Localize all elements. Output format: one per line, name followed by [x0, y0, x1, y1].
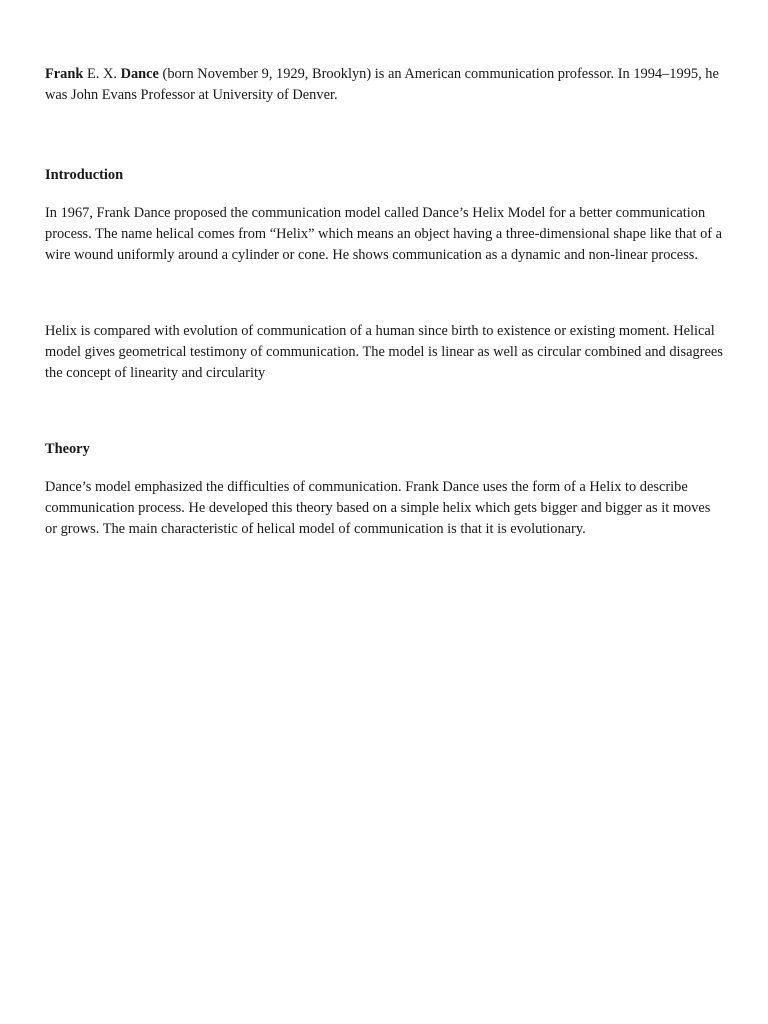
bio-last-name: Dance: [120, 66, 159, 82]
introduction-heading: Introduction: [45, 167, 124, 183]
bio-middle-initials: E. X.: [83, 66, 121, 82]
introduction-paragraph-2: Helix is compared with evolution of communication of a human since birth to existence or existing moment. Helical model gives geometrical testimony of communication. The model is linear as well as circular combined and disagrees the concept of linearity and circularity: [45, 323, 723, 381]
introduction-paragraph-1: In 1967, Frank Dance proposed the communication model called Dance’s Helix Model for a better communication process. The name helical comes from “Helix” which means an object having a three-dimensional shape like that of a wire wound uniformly around a cylinder or cone. He shows communication as a dynamic and non-linear process.: [45, 205, 723, 263]
theory-paragraph: Dance’s model emphasized the difficulties of communication. Frank Dance uses the form of a Helix to describe communication process. He developed this theory based on a simple helix which gets bigger and bigger as it moves or grows. The main characteristic of helical model of communication is that it is evolutionary.: [45, 479, 711, 537]
theory-heading: Theory: [45, 441, 90, 457]
document-page: [45, 64, 725, 540]
bio-description: (born November 9, 1929, Brooklyn) is an American communication professor. In 1994–1995, he was John Evans Professor at University of Denver.: [45, 66, 719, 103]
bio-first-name: Frank: [45, 66, 84, 82]
bio-paragraph: [45, 64, 725, 106]
